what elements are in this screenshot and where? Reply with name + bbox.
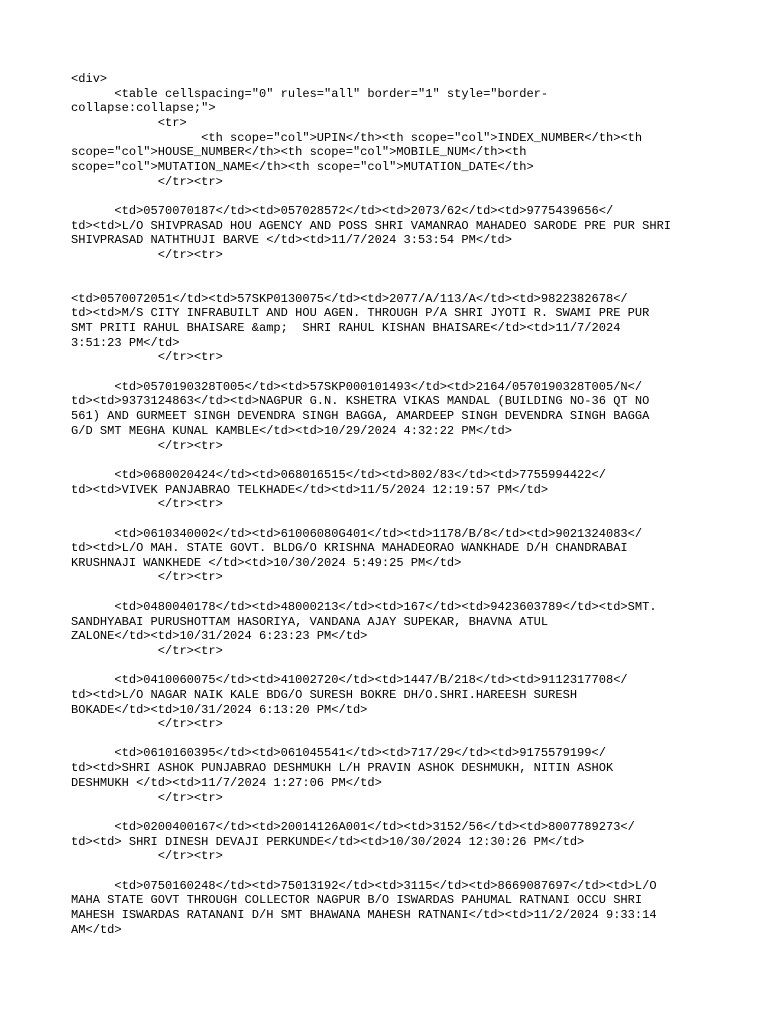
code-line: td><td>9373124863</td><td>NAGPUR G.N. KSHETRA VIKAS MANDAL (BUILDING NO-36 QT NO: [71, 394, 650, 408]
code-line: <td>0610160395</td><td>061045541</td><td>717/29</td><td>9175579199</: [71, 746, 606, 760]
code-line: KRUSHNAJI WANKHEDE </td><td>10/30/2024 5:49:25 PM</td>: [71, 556, 462, 570]
code-line: td><td>SHRI ASHOK PUNJABRAO DESHMUKH L/H PRAVIN ASHOK DESHMUKH, NITIN ASHOK: [71, 761, 614, 775]
code-line: </tr><tr>: [71, 849, 223, 863]
code-line: <td>0750160248</td><td>75013192</td><td>3115</td><td>8669087697</td><td>L/O: [71, 879, 657, 893]
code-line: <td>0680020424</td><td>068016515</td><td>802/83</td><td>7755994422</: [71, 468, 606, 482]
code-line: </tr><tr>: [71, 717, 223, 731]
code-line: ZALONE</td><td>10/31/2024 6:23:23 PM</td>: [71, 629, 368, 643]
code-line: </tr><tr>: [71, 248, 223, 262]
code-line: </tr><tr>: [71, 497, 223, 511]
code-line: G/D SMT MEGHA KUNAL KAMBLE</td><td>10/29/2024 4:32:22 PM</td>: [71, 424, 512, 438]
code-line: </tr><tr>: [71, 439, 223, 453]
code-line: DESHMUKH </td><td>11/7/2024 1:27:06 PM</td>: [71, 776, 382, 790]
code-line: td><td>L/O NAGAR NAIK KALE BDG/O SURESH BOKRE DH/O.SHRI.HAREESH SURESH: [71, 688, 578, 702]
code-line: MAHA STATE GOVT THROUGH COLLECTOR NAGPUR B/O ISWARDAS PAHUMAL RATNANI OCCU SHRI: [71, 893, 643, 907]
code-line: </tr><tr>: [71, 350, 223, 364]
code-line: <div>: [71, 72, 108, 86]
code-line: scope="col">MUTATION_NAME</th><th scope="col">MUTATION_DATE</th>: [71, 160, 534, 174]
code-line: <td>0570070187</td><td>057028572</td><td>2073/62</td><td>9775439656</: [71, 204, 614, 218]
code-line: <td>0610340002</td><td>61006080G401</td><td>1178/B/8</td><td>9021324083</: [71, 527, 643, 541]
code-line: SHIVPRASAD NATHTHUJI BARVE </td><td>11/7/2024 3:53:54 PM</td>: [71, 233, 512, 247]
code-line: <table cellspacing="0" rules="all" border="1" style="border-: [71, 87, 549, 101]
code-line: td><td>L/O MAH. STATE GOVT. BLDG/O KRISHNA MAHADEORAO WANKHADE D/H CHANDRABAI: [71, 541, 628, 555]
code-line: SANDHYABAI PURUSHOTTAM HASORIYA, VANDANA AJAY SUPEKAR, BHAVNA ATUL: [71, 615, 549, 629]
code-line: scope="col">HOUSE_NUMBER</th><th scope="col">MOBILE_NUM</th><th: [71, 145, 527, 159]
code-line: td><td>M/S CITY INFRABUILT AND HOU AGEN. THROUGH P/A SHRI JYOTI R. SWAMI PRE PUR: [71, 306, 650, 320]
code-line: <td>0570190328T005</td><td>57SKP000101493</td><td>2164/0570190328T005/N</: [71, 380, 643, 394]
code-line: <td>0200400167</td><td>20014126A001</td><td>3152/56</td><td>8007789273</: [71, 820, 635, 834]
code-line: </tr><tr>: [71, 570, 223, 584]
code-line: <tr>: [71, 116, 187, 130]
code-line: AM</td>: [71, 923, 122, 937]
code-line: MAHESH ISWARDAS RATANANI D/H SMT BHAWANA MAHESH RATNANI</td><td>11/2/2024 9:33:14: [71, 908, 657, 922]
code-line: </tr><tr>: [71, 644, 223, 658]
code-line: BOKADE</td><td>10/31/2024 6:13:20 PM</td>: [71, 703, 368, 717]
code-line: 561) AND GURMEET SINGH DEVENDRA SINGH BAGGA, AMARDEEP SINGH DEVENDRA SINGH BAGGA: [71, 409, 650, 423]
code-line: <td>0410060075</td><td>41002720</td><td>1447/B/218</td><td>9112317708</: [71, 673, 628, 687]
code-line: </tr><tr>: [71, 175, 223, 189]
code-line: 3:51:23 PM</td>: [71, 336, 180, 350]
code-line: td><td>VIVEK PANJABRAO TELKHADE</td><td>11/5/2024 12:19:57 PM</td>: [71, 483, 549, 497]
code-line: SMT PRITI RAHUL BHAISARE &amp; SHRI RAHUL KISHAN BHAISARE</td><td>11/7/2024: [71, 321, 621, 335]
code-line: collapse:collapse;">: [71, 101, 216, 115]
code-line: <td>0480040178</td><td>48000213</td><td>167</td><td>9423603789</td><td>SMT.: [71, 600, 657, 614]
code-line: td><td> SHRI DINESH DEVAJI PERKUNDE</td><td>10/30/2024 12:30:26 PM</td>: [71, 835, 585, 849]
code-line: <th scope="col">UPIN</th><th scope="col">INDEX_NUMBER</th><th: [71, 131, 643, 145]
code-line: <td>0570072051</td><td>57SKP0130075</td><td>2077/A/113/A</td><td>9822382678</: [71, 292, 628, 306]
code-line: td><td>L/O SHIVPRASAD HOU AGENCY AND POSS SHRI VAMANRAO MAHADEO SARODE PRE PUR SHRI: [71, 219, 672, 233]
code-line: </tr><tr>: [71, 791, 223, 805]
